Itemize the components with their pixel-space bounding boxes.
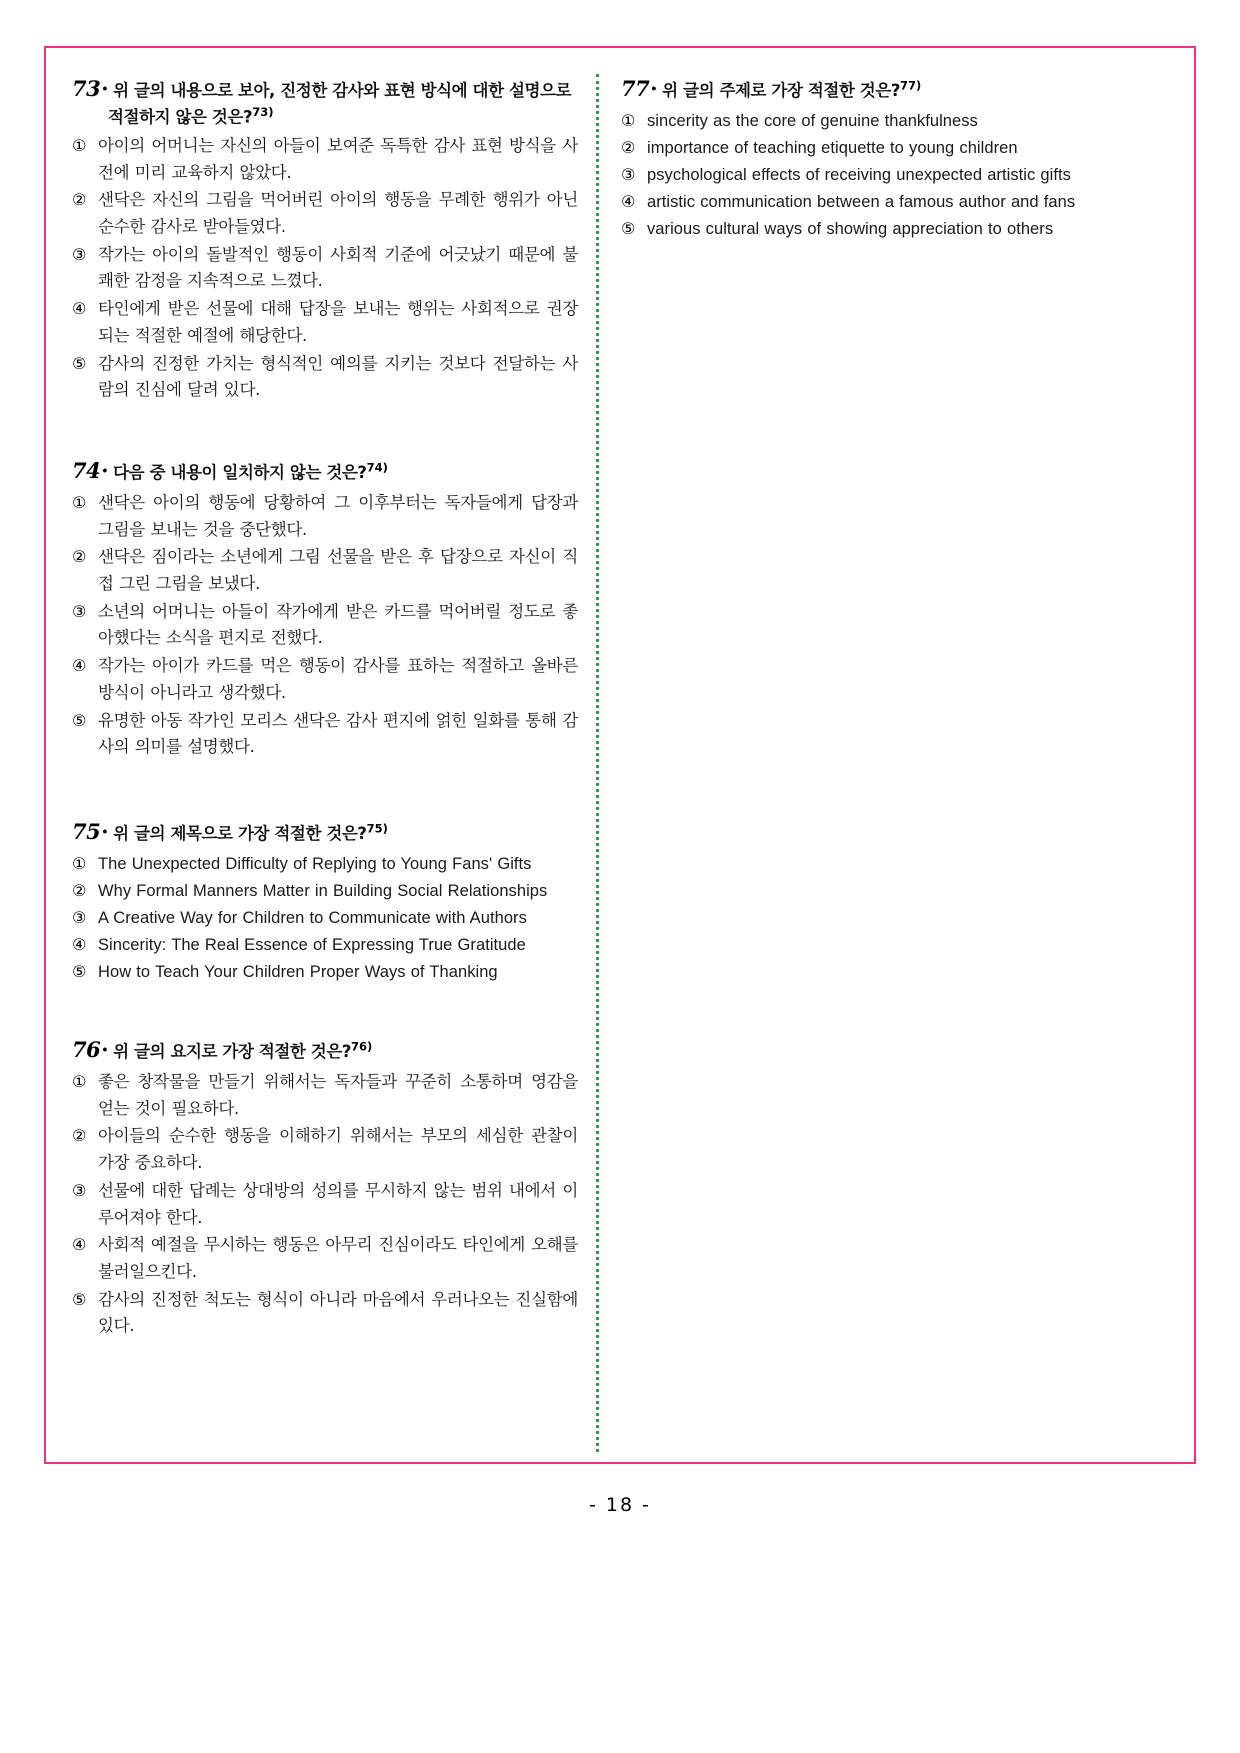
option-item[interactable] <box>72 708 578 761</box>
option-text: various cultural ways of showing appreciation to others <box>647 220 1054 239</box>
question-block-76 <box>72 1035 578 1340</box>
option-item[interactable] <box>621 108 1135 134</box>
option-list-73 <box>72 133 578 404</box>
option-marker-icon: ⑤ <box>72 962 87 982</box>
option-item[interactable] <box>621 162 1135 188</box>
question-heading-76 <box>72 1035 578 1065</box>
question-number-77: 77 · <box>621 76 657 101</box>
left-column <box>72 74 592 1452</box>
option-marker-icon: ③ <box>72 601 87 621</box>
question-prompt-73: 위 글의 내용으로 보아, 진정한 감사와 표현 방식에 대한 설명으로 적절하지 않은 것은? <box>108 81 572 127</box>
option-text: 아이들의 순수한 행동을 이해하기 위해서는 부모의 세심한 관찰이 가장 중요하다. <box>98 1126 578 1173</box>
option-marker-icon: ⑤ <box>72 1289 87 1309</box>
option-text: sincerity as the core of genuine thankfulness <box>647 111 978 130</box>
option-marker-icon: ③ <box>72 244 87 264</box>
option-text: 작가는 아이의 돌발적인 행동이 사회적 기준에 어긋났기 때문에 불쾌한 감정을 지속적으로 느꼈다. <box>98 244 578 291</box>
option-item[interactable] <box>621 189 1135 215</box>
option-marker-icon: ④ <box>621 192 636 211</box>
question-number-76: 76 · <box>72 1037 108 1062</box>
option-item[interactable] <box>72 1069 578 1122</box>
option-marker-icon: ④ <box>72 935 87 955</box>
option-marker-icon: ① <box>72 492 87 512</box>
option-text: 선물에 대한 답례는 상대방의 성의를 무시하지 않는 범위 내에서 이루어져야 한다. <box>98 1180 578 1227</box>
option-marker-icon: ① <box>621 110 636 130</box>
option-marker-icon: ① <box>72 853 87 873</box>
option-text: A Creative Way for Children to Communicate with Authors <box>98 908 527 927</box>
option-text: 아이의 어머니는 자신의 아들이 보여준 독특한 감사 표현 방식을 사전에 미리 교육하지 않았다. <box>98 135 578 182</box>
option-marker-icon: ③ <box>621 164 636 184</box>
question-footnote-ref-74: 74) <box>366 460 388 475</box>
question-number-75: 75 · <box>72 819 108 844</box>
question-block-77 <box>621 74 1135 242</box>
option-item[interactable] <box>72 544 578 597</box>
option-marker-icon: ① <box>72 1071 87 1091</box>
option-text: psychological effects of receiving unexpected artistic gifts <box>647 165 1071 184</box>
option-text: 샌닥은 아이의 행동에 당황하여 그 이후부터는 독자들에게 답장과 그림을 보내는 것을 중단했다. <box>98 492 578 539</box>
option-marker-icon: ③ <box>72 907 87 927</box>
option-marker-icon: ② <box>72 190 87 210</box>
option-item[interactable] <box>72 242 578 295</box>
option-item[interactable] <box>72 296 578 349</box>
option-item[interactable] <box>72 1287 578 1340</box>
option-text: importance of teaching etiquette to young children <box>647 138 1018 157</box>
page-number: - 18 - <box>589 1494 651 1516</box>
option-list-76 <box>72 1069 578 1340</box>
option-item[interactable] <box>621 135 1135 161</box>
option-item[interactable] <box>72 653 578 706</box>
option-marker-icon: ② <box>72 880 87 900</box>
option-item[interactable] <box>72 1232 578 1285</box>
option-text: artistic communication between a famous author and fans <box>647 193 1076 211</box>
option-item[interactable] <box>72 1123 578 1176</box>
question-heading-74 <box>72 456 578 486</box>
option-item[interactable] <box>72 1178 578 1231</box>
question-block-75 <box>72 817 578 985</box>
option-marker-icon: ④ <box>72 656 87 676</box>
option-item[interactable] <box>72 959 578 985</box>
option-text: Why Formal Manners Matter in Building Social Relationships <box>98 881 548 900</box>
option-marker-icon: ① <box>72 135 87 155</box>
right-column <box>615 74 1135 1452</box>
option-marker-icon: ⑤ <box>72 710 87 730</box>
option-item[interactable] <box>72 490 578 543</box>
question-heading-75 <box>72 817 578 847</box>
question-prompt-76: 위 글의 요지로 가장 적절한 것은? <box>113 1042 352 1062</box>
option-item[interactable] <box>72 599 578 652</box>
option-text: 좋은 창작물을 만들기 위해서는 독자들과 꾸준히 소통하며 영감을 얻는 것이 필요하다. <box>98 1071 578 1118</box>
option-text: 샌닥은 자신의 그림을 먹어버린 아이의 행동을 무례한 행위가 아닌 순수한 감사로 받아들였다. <box>98 190 578 237</box>
option-marker-icon: ② <box>72 547 87 567</box>
option-text: The Unexpected Difficulty of Replying to Young Fans' Gifts <box>98 854 532 873</box>
option-item[interactable] <box>72 932 578 958</box>
question-number-73: 73 · <box>72 76 108 101</box>
option-marker-icon: ② <box>621 137 636 157</box>
option-item[interactable] <box>72 133 578 186</box>
option-text: 샌닥은 짐이라는 소년에게 그림 선물을 받은 후 답장으로 자신이 직접 그린 그림을 보냈다. <box>98 547 578 594</box>
option-list-75 <box>72 851 578 985</box>
option-text: 사회적 예절을 무시하는 행동은 아무리 진심이라도 타인에게 오해를 불러일으킨다. <box>98 1235 578 1282</box>
option-item[interactable] <box>72 351 578 404</box>
option-marker-icon: ② <box>72 1126 87 1146</box>
option-item[interactable] <box>72 851 578 877</box>
option-marker-icon: ④ <box>72 299 87 319</box>
option-item[interactable] <box>72 905 578 931</box>
question-block-73 <box>72 74 578 404</box>
option-text: How to Teach Your Children Proper Ways of Thanking <box>98 963 498 982</box>
option-text: 소년의 어머니는 아들이 작가에게 받은 카드를 먹어버릴 정도로 좋아했다는 소식을 편지로 전했다. <box>98 601 578 648</box>
question-heading-73 <box>72 74 578 129</box>
question-prompt-75: 위 글의 제목으로 가장 적절한 것은? <box>113 824 367 844</box>
option-text: 작가는 아이가 카드를 먹은 행동이 감사를 표하는 적절하고 올바른 방식이 아니라고 생각했다. <box>98 656 578 702</box>
option-item[interactable] <box>72 878 578 904</box>
option-text: 타인에게 받은 선물에 대해 답장을 보내는 행위는 사회적으로 권장되는 적절한 예절에 해당한다. <box>98 299 578 345</box>
option-marker-icon: ⑤ <box>72 353 87 373</box>
option-text: 감사의 진정한 척도는 형식이 아니라 마음에서 우러나오는 진실함에 있다. <box>98 1289 578 1336</box>
option-marker-icon: ⑤ <box>621 219 636 239</box>
option-list-74 <box>72 490 578 761</box>
page-frame <box>44 46 1196 1464</box>
option-text: Sincerity: The Real Essence of Expressing True Gratitude <box>98 936 526 955</box>
question-heading-77 <box>621 74 1135 104</box>
question-footnote-ref-76: 76) <box>351 1039 373 1054</box>
option-text: 유명한 아동 작가인 모리스 샌닥은 감사 편지에 얽힌 일화를 통해 감사의 의미를 설명했다. <box>98 710 578 757</box>
two-column-layout <box>72 74 1168 1452</box>
option-item[interactable] <box>72 187 578 240</box>
question-footnote-ref-73: 73) <box>252 104 274 119</box>
option-text: 감사의 진정한 가치는 형식적인 예의를 지키는 것보다 전달하는 사람의 진심에 달려 있다. <box>98 353 578 400</box>
question-footnote-ref-75: 75) <box>366 821 388 836</box>
question-prompt-74: 다음 중 내용이 일치하지 않는 것은? <box>113 463 367 483</box>
option-marker-icon: ③ <box>72 1180 87 1200</box>
option-list-77 <box>621 108 1135 242</box>
question-footnote-ref-77: 77) <box>900 78 922 93</box>
question-number-74: 74 · <box>72 458 108 483</box>
question-block-74 <box>72 456 578 761</box>
option-marker-icon: ④ <box>72 1235 87 1255</box>
column-divider <box>596 74 599 1452</box>
question-prompt-77: 위 글의 주제로 가장 적절한 것은? <box>662 81 901 100</box>
option-item[interactable] <box>621 216 1135 242</box>
